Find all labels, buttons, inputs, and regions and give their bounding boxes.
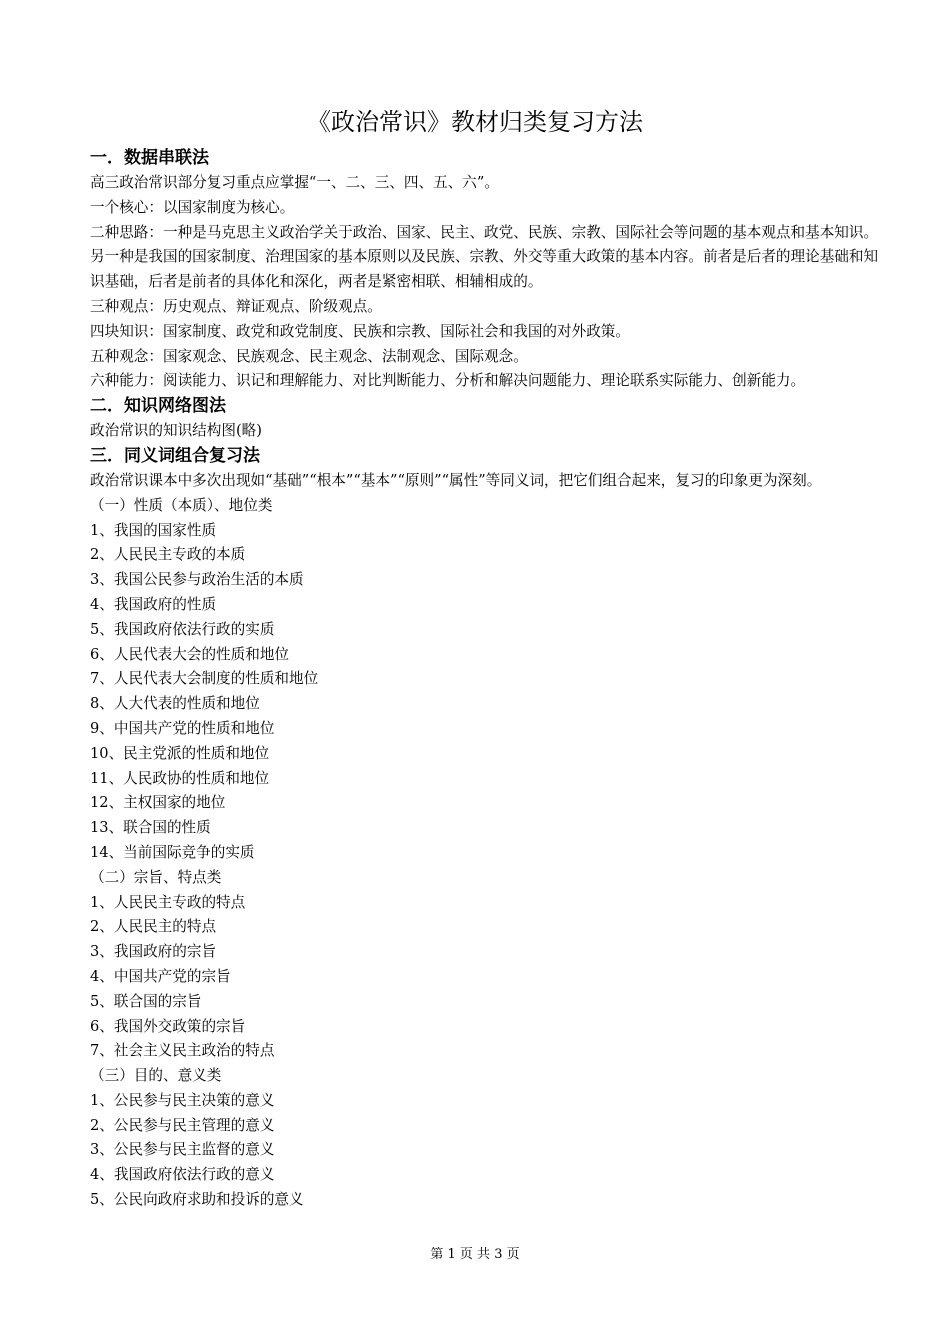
list-item: 6、人民代表大会的性质和地位: [90, 645, 290, 663]
group-label: （二）宗旨、特点类: [90, 868, 222, 886]
page-footer: 第 1 页 共 3 页: [430, 1247, 520, 1262]
paragraph: 三种观点：历史观点、辩证观点、阶级观点。: [90, 297, 382, 315]
group: [90, 1064, 880, 1213]
list-item: 4、中国共产党的宗旨: [90, 967, 231, 985]
list-item: 1、公民参与民主决策的意义: [90, 1091, 275, 1109]
paragraph: 高三政治常识部分复习重点应掌握“一、二、三、四、五、六”。: [90, 174, 499, 191]
paragraph: 一个核心：以国家制度为核心。: [90, 198, 295, 216]
list-item: 4、我国政府的性质: [90, 595, 217, 613]
list-item: 5、公民向政府求助和投诉的意义: [90, 1191, 304, 1209]
list-item: 6、我国外交政策的宗旨: [90, 1017, 246, 1035]
list-item: 1、我国的国家性质: [90, 521, 217, 539]
list-item: 1、人民民主专政的特点: [90, 893, 246, 911]
paragraph: 政治常识的知识结构图(略): [90, 422, 262, 440]
document-title: 《政治常识》教材归类复习方法: [307, 108, 643, 136]
group-label: （一）性质（本质）、地位类: [90, 496, 273, 514]
group: [90, 866, 880, 1064]
list-item: 3、我国政府的宗旨: [90, 943, 217, 961]
list-item: 2、人民民主专政的本质: [90, 546, 246, 564]
section-heading: 二．知识网络图法: [90, 396, 226, 417]
list-item: 14、当前国际竞争的实质: [90, 843, 255, 861]
group-label: （三）目的、意义类: [90, 1067, 222, 1085]
paragraph: 四块知识：国家制度、政党和政党制度、民族和宗教、国际社会和我国的对外政策。: [90, 322, 630, 340]
section-heading: 一．数据串联法: [90, 148, 209, 168]
list-item: 3、我国公民参与政治生活的本质: [90, 571, 304, 589]
list-item: 8、人大代表的性质和地位: [90, 695, 260, 713]
paragraph: 五种观念：国家观念、民族观念、民主观念、法制观念、国际观念。: [90, 347, 528, 365]
list-item: 2、公民参与民主管理的意义: [90, 1116, 275, 1134]
list-item: 9、中国共产党的性质和地位: [90, 719, 275, 737]
section-heading: 三．同义词组合复习法: [90, 445, 260, 466]
list-item: 5、我国政府依法行政的实质: [90, 620, 275, 638]
paragraph: 二种思路：一种是马克思主义政治学关于政治、国家、民主、政党、民族、宗教、国际社会等问题的基本观点和基本知识。另一种是我国的国家制度、治理国家的基本原则以及民族、宗教、外交等重大政策的基本内容。前者是后者的理论基础和知识基础，后者是前者的具体化和深化，两者是紧密相联、相辅相成的。: [90, 223, 879, 291]
list-item: 7、社会主义民主政治的特点: [90, 1042, 275, 1060]
group: [90, 494, 880, 866]
list-item: 5、联合国的宗旨: [90, 992, 202, 1010]
list-item: 2、人民民主的特点: [90, 918, 217, 936]
list-item: 3、公民参与民主监督的意义: [90, 1141, 275, 1159]
list-item: 7、人民代表大会制度的性质和地位: [90, 670, 319, 688]
list-item: 11、人民政协的性质和地位: [90, 769, 270, 787]
document-body: [90, 146, 880, 1213]
paragraph: 六种能力：阅读能力、识记和理解能力、对比判断能力、分析和解决问题能力、理论联系实际能力、创新能力。: [90, 372, 806, 390]
list-item: 13、联合国的性质: [90, 819, 211, 837]
paragraph: 政治常识课本中多次出现如“基础”“根本”“基本”“原则”“属性”等同义词，把它们组合起来，复习的印象更为深刻。: [90, 471, 822, 489]
list-item: 10、民主党派的性质和地位: [90, 744, 270, 762]
list-item: 4、我国政府依法行政的意义: [90, 1166, 275, 1184]
list-item: 12、主权国家的地位: [90, 794, 226, 812]
